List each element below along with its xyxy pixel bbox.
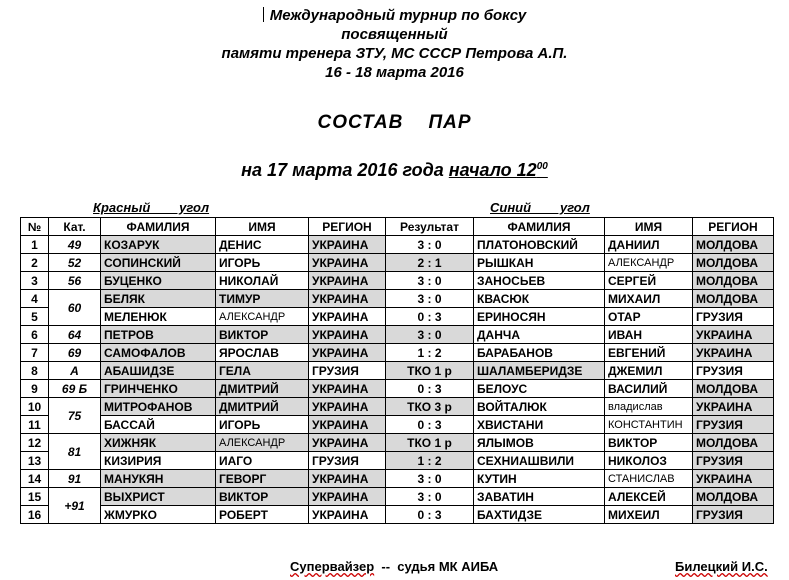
col-header-blue-surname: ФАМИЛИЯ	[474, 218, 605, 236]
cell-i2: ЕВГЕНИЙ	[605, 344, 693, 362]
start-time: начало $12^{00}$	[448, 160, 548, 180]
cell-i1: ИАГО	[216, 452, 309, 470]
cell-r1: УКРАИНА	[309, 344, 386, 362]
cell-f1: ПЕТРОВ	[101, 326, 216, 344]
table-row	[21, 344, 774, 362]
cell-f1: ГРИНЧЕНКО	[101, 380, 216, 398]
cell-r2: МОЛДОВА	[693, 290, 774, 308]
cell-r1: УКРАИНА	[309, 308, 386, 326]
cell-res: 3 : 0	[386, 290, 474, 308]
cell-f2: ПЛАТОНОВСКИЙ	[474, 236, 605, 254]
cell-kat: 56	[49, 272, 101, 290]
table-row	[21, 488, 774, 506]
cell-r2: ГРУЗИЯ	[693, 416, 774, 434]
red-corner-label: Красный угол	[93, 200, 210, 215]
cell-res: 1 : 2	[386, 344, 474, 362]
cell-f1: КИЗИРИЯ	[101, 452, 216, 470]
cell-f2: ХВИСТАНИ	[474, 416, 605, 434]
cell-res: 3 : 0	[386, 272, 474, 290]
cell-n: 2	[21, 254, 49, 272]
date-text: на 17 марта 2016 года	[241, 160, 444, 180]
table-row	[21, 236, 774, 254]
cell-i1: АЛЕКСАНДР	[216, 308, 309, 326]
cell-kat: 64	[49, 326, 101, 344]
table-header-row	[21, 218, 774, 236]
cell-i2: НИКОЛОЗ	[605, 452, 693, 470]
col-header-category: Кат.	[49, 218, 101, 236]
title-line-4: 16 - 18 марта 2016	[325, 64, 464, 81]
cell-n: 15	[21, 488, 49, 506]
cell-i2: ДАНИИЛ	[605, 236, 693, 254]
date-line	[0, 160, 789, 181]
cell-i1: ВИКТОР	[216, 326, 309, 344]
cell-res: ТКО 1 р	[386, 362, 474, 380]
cell-n: 7	[21, 344, 49, 362]
cell-kat: 52	[49, 254, 101, 272]
cell-n: 12	[21, 434, 49, 452]
cell-f1: САМОФАЛОВ	[101, 344, 216, 362]
table-row	[21, 362, 774, 380]
cell-i1: ДМИТРИЙ	[216, 380, 309, 398]
cell-f1: МИТРОФАНОВ	[101, 398, 216, 416]
cell-i2: МИХАИЛ	[605, 290, 693, 308]
cell-i1: ИГОРЬ	[216, 416, 309, 434]
cell-kat: 91	[49, 470, 101, 488]
cell-r2: УКРАИНА	[693, 344, 774, 362]
cell-f1: БАССАЙ	[101, 416, 216, 434]
cell-f2: ЕРИНОСЯН	[474, 308, 605, 326]
cell-r2: МОЛДОВА	[693, 236, 774, 254]
cell-kat: А	[49, 362, 101, 380]
cell-f2: БЕЛОУС	[474, 380, 605, 398]
cell-r1: УКРАИНА	[309, 236, 386, 254]
cell-n: 1	[21, 236, 49, 254]
cell-r1: ГРУЗИЯ	[309, 452, 386, 470]
cell-res: ТКО 3 р	[386, 398, 474, 416]
table-row	[21, 308, 774, 326]
cell-n: 3	[21, 272, 49, 290]
cell-f2: КУТИН	[474, 470, 605, 488]
table-row	[21, 326, 774, 344]
cell-f2: ВОЙТАЛЮК	[474, 398, 605, 416]
table-row	[21, 380, 774, 398]
cell-r1: УКРАИНА	[309, 416, 386, 434]
cell-res: 0 : 3	[386, 416, 474, 434]
cell-f2: БАХТИДЗЕ	[474, 506, 605, 524]
cell-kat: +91	[49, 488, 101, 524]
cell-i2: ОТАР	[605, 308, 693, 326]
signature: Билецкий И.С.	[675, 559, 768, 574]
cell-i1: ГЕЛА	[216, 362, 309, 380]
cell-r1: УКРАИНА	[309, 434, 386, 452]
table-row	[21, 434, 774, 452]
cell-n: 14	[21, 470, 49, 488]
cell-r2: МОЛДОВА	[693, 434, 774, 452]
blue-corner-label: Синий угол	[490, 200, 590, 215]
cell-f2: ЗАНОСЬЕВ	[474, 272, 605, 290]
cell-i2: ВАСИЛИЙ	[605, 380, 693, 398]
col-header-red-region: РЕГИОН	[309, 218, 386, 236]
cell-i2: ВИКТОР	[605, 434, 693, 452]
pairs-table	[20, 217, 774, 524]
cell-res: ТКО 1 р	[386, 434, 474, 452]
cell-res: 0 : 3	[386, 380, 474, 398]
cell-r1: УКРАИНА	[309, 488, 386, 506]
cell-f1: БЕЛЯК	[101, 290, 216, 308]
cell-res: 0 : 3	[386, 506, 474, 524]
col-header-blue-region: РЕГИОН	[693, 218, 774, 236]
cell-n: 8	[21, 362, 49, 380]
cell-f2: КВАСЮК	[474, 290, 605, 308]
cell-res: 1 : 2	[386, 452, 474, 470]
cell-i2: СТАНИСЛАВ	[605, 470, 693, 488]
table-row	[21, 398, 774, 416]
table-row	[21, 290, 774, 308]
cell-f2: СЕХНИАШВИЛИ	[474, 452, 605, 470]
cell-kat: 75	[49, 398, 101, 434]
cell-kat: 69	[49, 344, 101, 362]
cell-res: 3 : 0	[386, 488, 474, 506]
cell-r1: ГРУЗИЯ	[309, 362, 386, 380]
cell-r2: МОЛДОВА	[693, 272, 774, 290]
cell-i1: АЛЕКСАНДР	[216, 434, 309, 452]
cell-f1: МАНУКЯН	[101, 470, 216, 488]
table-row	[21, 272, 774, 290]
cell-i2: владислав	[605, 398, 693, 416]
cell-i2: ДЖЕМИЛ	[605, 362, 693, 380]
cell-kat: 49	[49, 236, 101, 254]
cell-res: 0 : 3	[386, 308, 474, 326]
cell-i1: ГЕВОРГ	[216, 470, 309, 488]
cell-i2: АЛЕКСАНДР	[605, 254, 693, 272]
cell-res: 3 : 0	[386, 236, 474, 254]
cell-n: 9	[21, 380, 49, 398]
cell-r1: УКРАИНА	[309, 470, 386, 488]
cell-r2: МОЛДОВА	[693, 254, 774, 272]
cell-r1: УКРАИНА	[309, 380, 386, 398]
title-line-1: Международный турнир по боксу	[269, 7, 527, 24]
cell-i1: ТИМУР	[216, 290, 309, 308]
cell-n: 16	[21, 506, 49, 524]
cell-n: 4	[21, 290, 49, 308]
table-row	[21, 506, 774, 524]
cell-r1: УКРАИНА	[309, 272, 386, 290]
supervisor-line	[290, 559, 498, 574]
cell-f1: ЖМУРКО	[101, 506, 216, 524]
cell-f2: ЯЛЫМОВ	[474, 434, 605, 452]
cell-f1: КОЗАРУК	[101, 236, 216, 254]
cell-r2: ГРУЗИЯ	[693, 308, 774, 326]
cell-res: 3 : 0	[386, 326, 474, 344]
cell-f1: СОПИНСКИЙ	[101, 254, 216, 272]
cell-r2: УКРАИНА	[693, 470, 774, 488]
cell-kat: 81	[49, 434, 101, 470]
cell-i1: РОБЕРТ	[216, 506, 309, 524]
col-header-red-surname: ФАМИЛИЯ	[101, 218, 216, 236]
cell-r2: УКРАИНА	[693, 398, 774, 416]
title-line-2: посвященный	[341, 26, 448, 43]
cell-f1: БУЦЕНКО	[101, 272, 216, 290]
cell-i1: ИГОРЬ	[216, 254, 309, 272]
col-header-blue-name: ИМЯ	[605, 218, 693, 236]
cell-f1: АБАШИДЗЕ	[101, 362, 216, 380]
cell-f2: ЗАВАТИН	[474, 488, 605, 506]
cell-res: 3 : 0	[386, 470, 474, 488]
cell-n: 13	[21, 452, 49, 470]
cell-n: 5	[21, 308, 49, 326]
cell-f2: ДАНЧА	[474, 326, 605, 344]
cell-r2: УКРАИНА	[693, 326, 774, 344]
cell-r1: УКРАИНА	[309, 290, 386, 308]
tournament-title	[0, 6, 789, 82]
cell-f1: ХИЖНЯК	[101, 434, 216, 452]
table-row	[21, 452, 774, 470]
cell-i2: КОНСТАНТИН	[605, 416, 693, 434]
cell-f1: МЕЛЕНЮК	[101, 308, 216, 326]
cell-r2: ГРУЗИЯ	[693, 452, 774, 470]
supervisor-word: Супервайзер	[290, 559, 375, 574]
cell-r1: УКРАИНА	[309, 398, 386, 416]
supervisor-rest: -- судья МК АИБА	[374, 559, 499, 574]
cell-r2: МОЛДОВА	[693, 488, 774, 506]
col-header-number: №	[21, 218, 49, 236]
table-row	[21, 416, 774, 434]
cell-f2: БАРАБАНОВ	[474, 344, 605, 362]
cell-r1: УКРАИНА	[309, 326, 386, 344]
cell-i1: НИКОЛАЙ	[216, 272, 309, 290]
cell-i1: ДМИТРИЙ	[216, 398, 309, 416]
cell-f2: РЫШКАН	[474, 254, 605, 272]
cell-kat: 69 Б	[49, 380, 101, 398]
cell-r2: ГРУЗИЯ	[693, 506, 774, 524]
cell-i2: МИХЕИЛ	[605, 506, 693, 524]
cell-r1: УКРАИНА	[309, 254, 386, 272]
cell-i1: ДЕНИС	[216, 236, 309, 254]
cell-r2: ГРУЗИЯ	[693, 362, 774, 380]
col-header-result: Результат	[386, 218, 474, 236]
pairs-heading: СОСТАВ ПАР	[317, 112, 472, 133]
text-cursor	[263, 7, 264, 22]
cell-r1: УКРАИНА	[309, 506, 386, 524]
cell-n: 10	[21, 398, 49, 416]
cell-kat: 60	[49, 290, 101, 326]
table-row	[21, 470, 774, 488]
table-row	[21, 254, 774, 272]
cell-i2: АЛЕКСЕЙ	[605, 488, 693, 506]
cell-i2: СЕРГЕЙ	[605, 272, 693, 290]
cell-res: 2 : 1	[386, 254, 474, 272]
cell-n: 11	[21, 416, 49, 434]
cell-n: 6	[21, 326, 49, 344]
title-line-3: памяти тренера ЗТУ, МС СССР Петрова А.П.	[221, 45, 568, 62]
cell-i1: ЯРОСЛАВ	[216, 344, 309, 362]
col-header-red-name: ИМЯ	[216, 218, 309, 236]
cell-f2: ШАЛАМБЕРИДЗЕ	[474, 362, 605, 380]
cell-f1: ВЫХРИСТ	[101, 488, 216, 506]
cell-i2: ИВАН	[605, 326, 693, 344]
cell-i1: ВИКТОР	[216, 488, 309, 506]
cell-r2: МОЛДОВА	[693, 380, 774, 398]
